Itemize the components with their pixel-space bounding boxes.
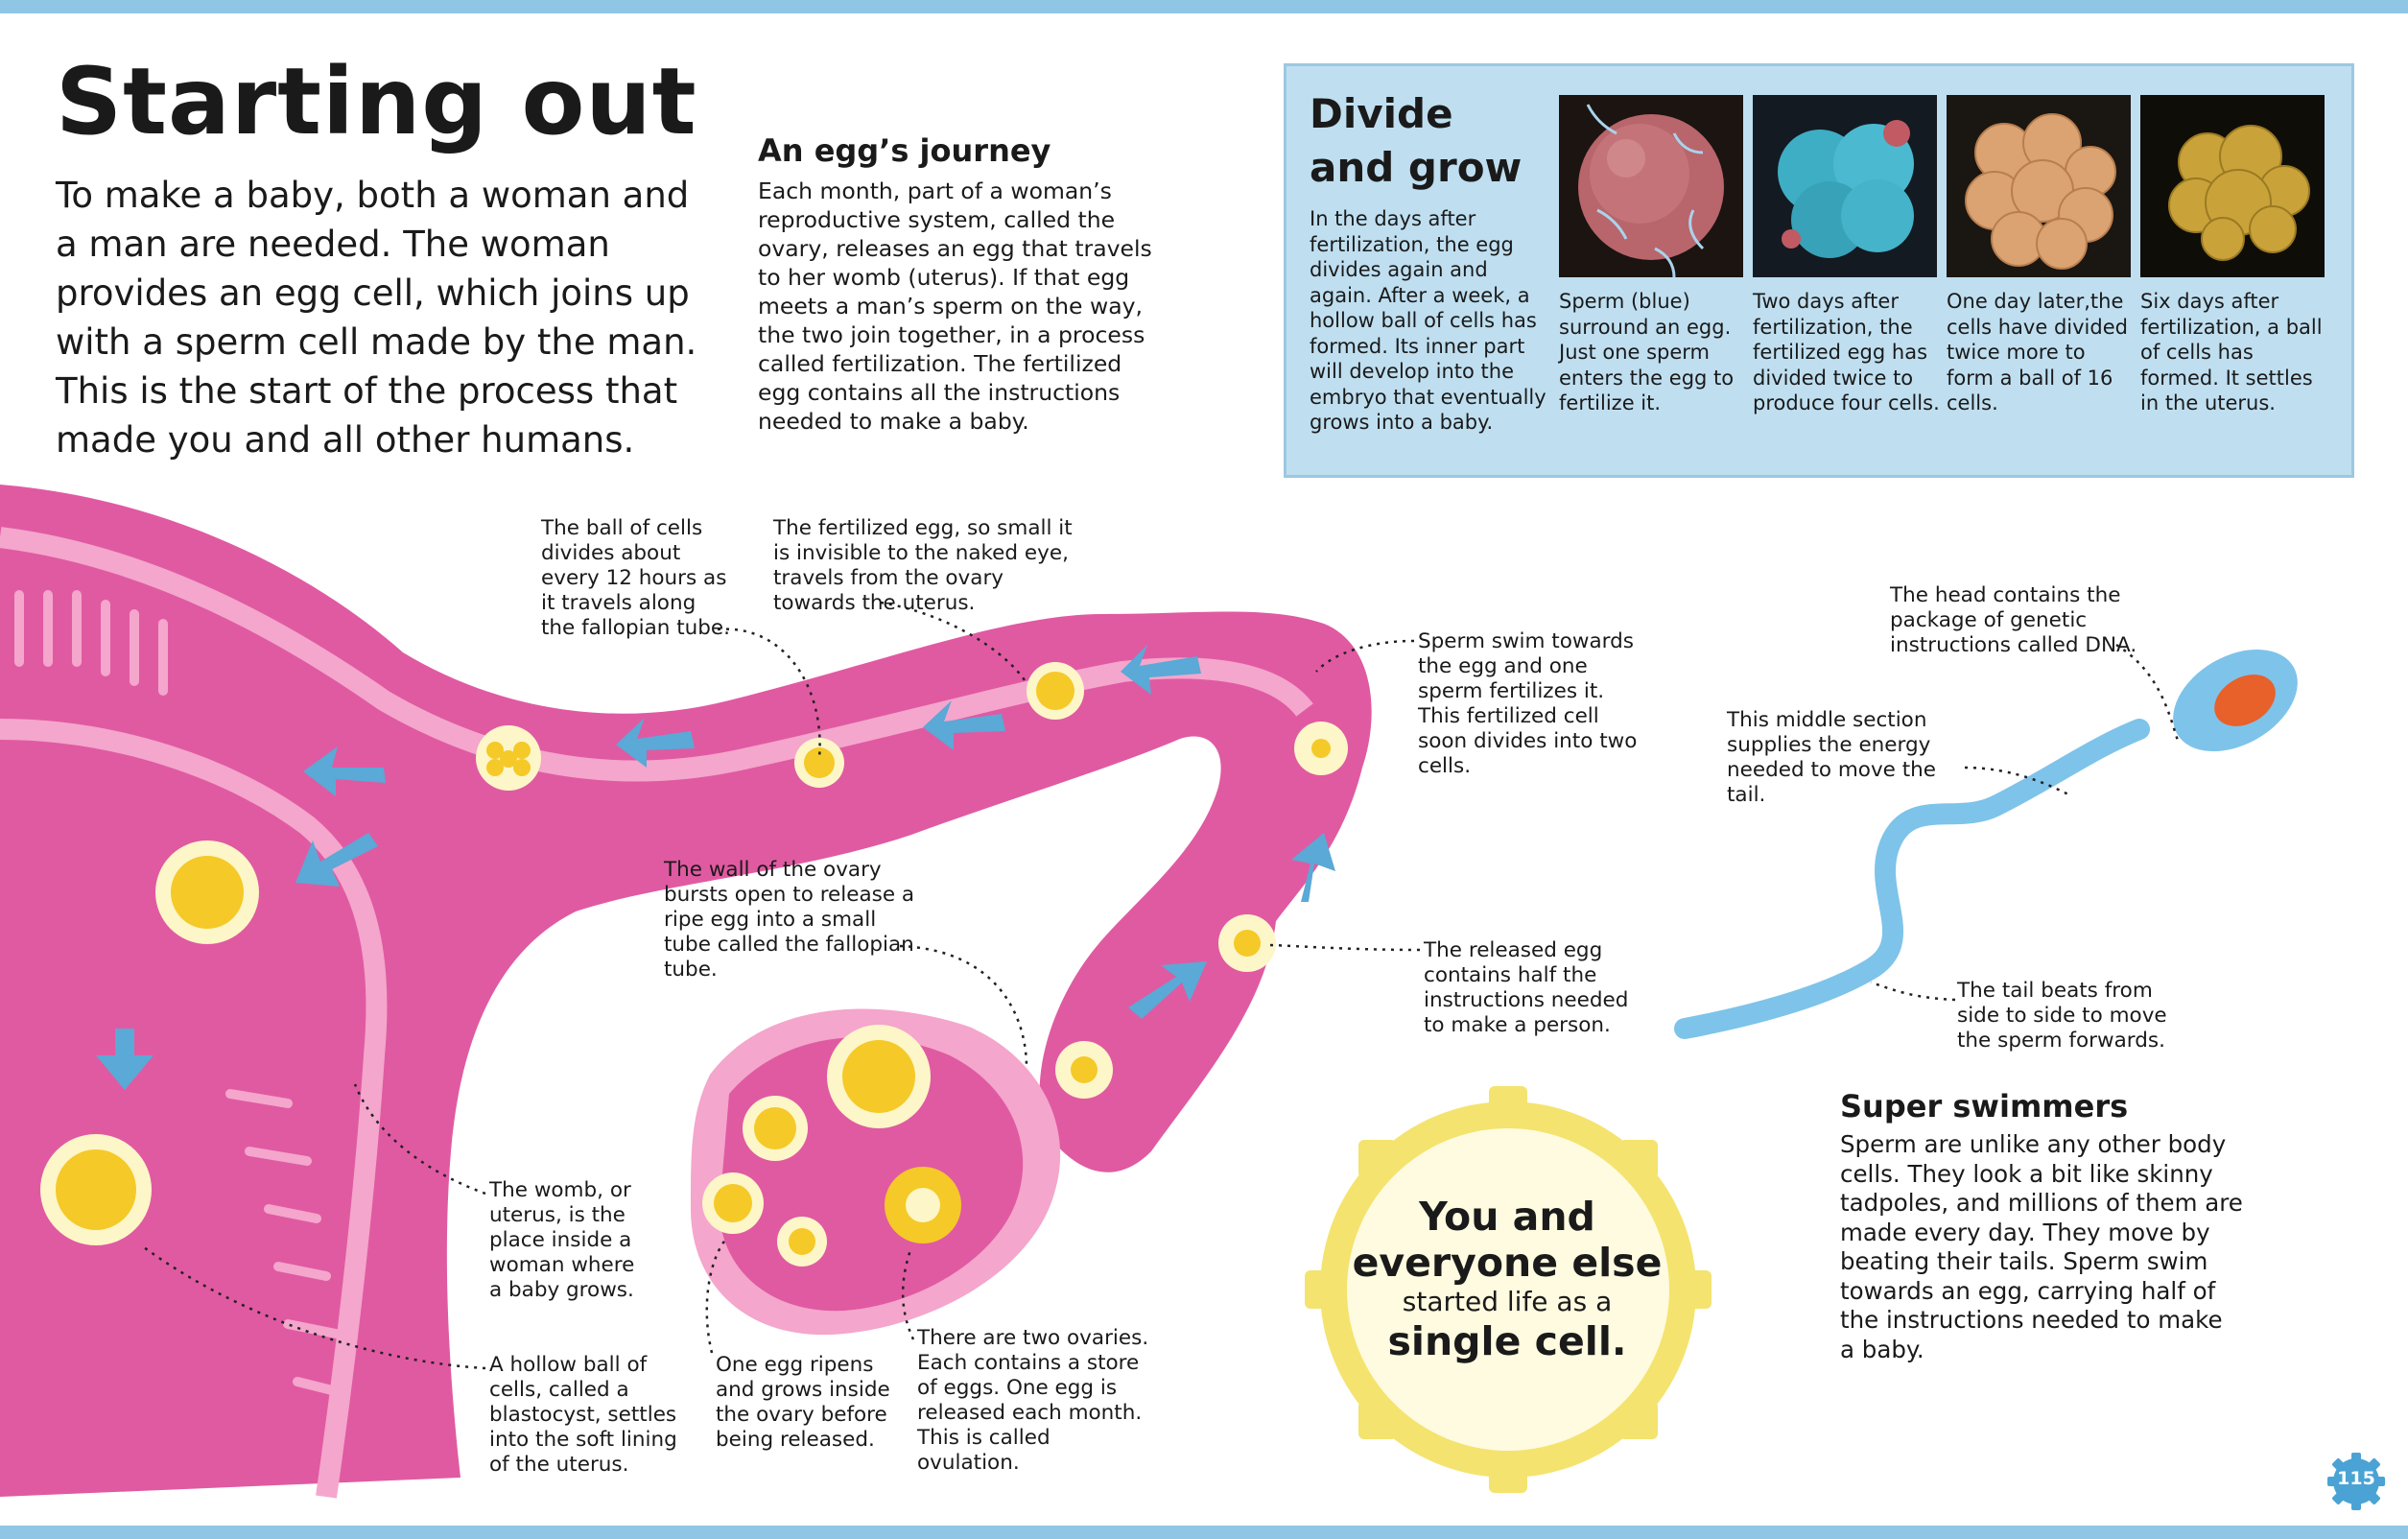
sun-line1: You and: [1419, 1194, 1595, 1240]
super-swimmers-body: Sperm are unlike any other body cells. They look a bit like skinny tadpoles, and millions of them are made every day. They move by beating their tails. Sperm swim towards an egg, carrying half of the instructions needed to make a baby.: [1840, 1130, 2243, 1363]
egg-journey-heading: An egg’s journey: [758, 132, 1051, 169]
label-sperm-middle: This middle section supplies the energy needed to move the tail.: [1727, 708, 1937, 807]
label-hollow-ball: A hollow ball of cells, called a blastocyst, settles into the soft lining of the uterus.: [489, 1353, 677, 1477]
caption-sixteen-cells: One day later,the cells have divided twice more to form a ball of 16 cells.: [1947, 290, 2128, 414]
label-womb: The womb, or uterus, is the place inside a woman where a baby grows.: [489, 1178, 635, 1302]
label-released-egg: The released egg contains half the instructions needed to make a person.: [1424, 938, 1629, 1037]
sun-callout: [1349, 1194, 1665, 1364]
sun-line4: single cell.: [1387, 1318, 1627, 1364]
label-one-egg: One egg ripens and grows inside the ovary before being released.: [716, 1353, 890, 1452]
page-number: 115: [2337, 1468, 2375, 1489]
label-sperm-swim: Sperm swim towards the egg and one sperm fertilizes it. This fertilized cell soon divides into two cells.: [1418, 629, 1638, 778]
egg-journey-body: Each month, part of a woman’s reproductive system, called the ovary, releases an egg that travels to her womb (uterus). If that egg meets a man’s sperm on the way, the two join together, in a process called fertilization. The fertilized egg contains all the instructions needed to make a baby.: [758, 178, 1152, 435]
label-ball-divides: The ball of cells divides about every 12 hours as it travels along the fallopian tube.: [541, 516, 730, 640]
sperm-cell: [1685, 628, 2316, 1029]
label-sperm-head: The head contains the package of genetic instructions called DNA.: [1890, 583, 2137, 657]
page-title: Starting out: [56, 48, 697, 155]
divide-title-line1: Divide: [1310, 90, 1453, 137]
label-two-ovaries: There are two ovaries. Each contains a store of eggs. One egg is released each month. This is called ovulation.: [917, 1326, 1149, 1475]
sun-line2: everyone else: [1352, 1240, 1663, 1286]
intro-paragraph: To make a baby, both a woman and a man are needed. The woman provides an egg cell, which joins up with a sperm cell made by the man. This is the start of the process that made you and all other humans.: [56, 175, 697, 461]
sun-line3: started life as a: [1402, 1286, 1613, 1317]
divide-title-line2: and grow: [1310, 144, 1523, 191]
label-wall-ovary: The wall of the ovary bursts open to release a ripe egg into a small tube called the fallopian tube.: [664, 858, 915, 982]
caption-four-cells: Two days after fertilization, the fertilized egg has divided twice to produce four cells.: [1753, 290, 1940, 414]
caption-sperm-egg: Sperm (blue) surround an egg. Just one sperm enters the egg to fertilize it.: [1559, 290, 1735, 414]
caption-blastocyst: Six days after fertilization, a ball of cells has formed. It settles in the uterus.: [2140, 290, 2323, 414]
super-swimmers-heading: Super swimmers: [1840, 1088, 2129, 1125]
label-fertilized-small: The fertilized egg, so small it is invisible to the naked eye, travels from the ovary towards the uterus.: [773, 516, 1073, 615]
label-sperm-tail: The tail beats from side to side to move the sperm forwards.: [1957, 979, 2167, 1053]
super-swimmers-section: [1840, 1088, 2243, 1364]
divide-panel-text: In the days after fertilization, the egg divides again and again. After a week, a hollow ball of cells has formed. Its inner part will develop into the embryo that eventually grows into a baby.: [1310, 207, 1546, 434]
